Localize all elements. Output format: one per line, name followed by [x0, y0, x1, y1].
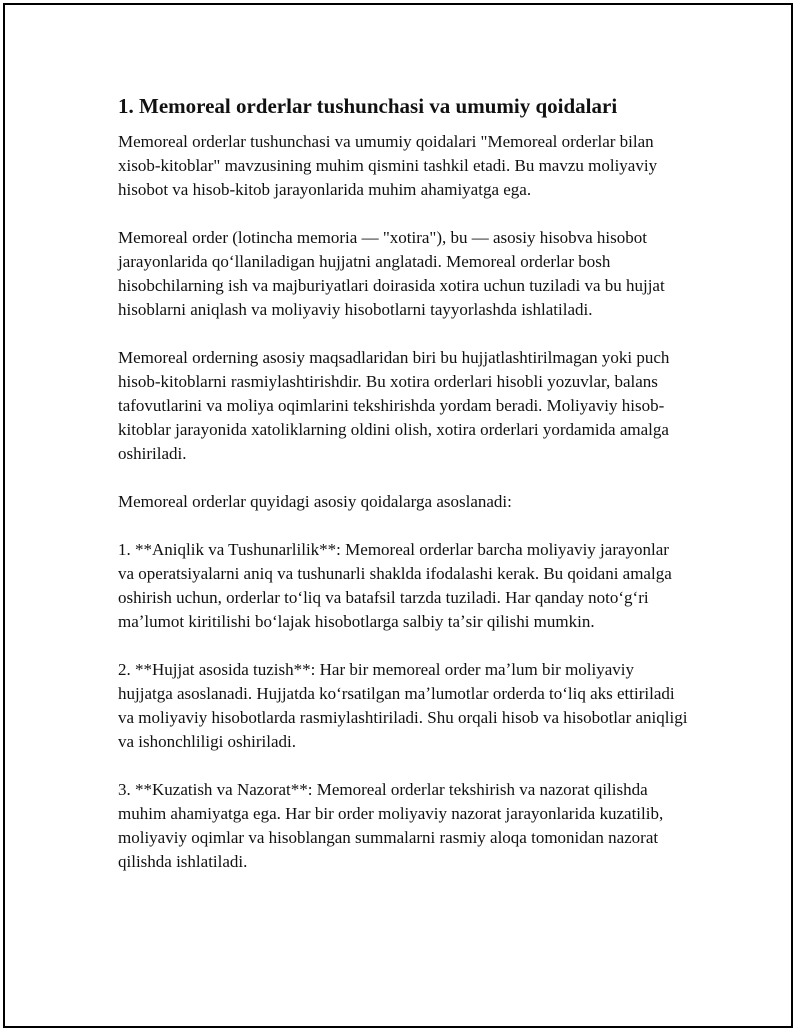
- paragraph-rule-2: 2. **Hujjat asosida tuzish**: Har bir memoreal order maʼlum bir moliyaviy hujjatga asoslanadi. Hujjatda koʻrsatilgan maʼlumotlar orderda toʻliq aks ettiriladi va moliyaviy hisobotlarda rasmiylashtiriladi. Shu orqali hisob va hisobotlar aniqligi va ishonchliligi oshiriladi.: [118, 660, 688, 751]
- paragraph-rule-3: 3. **Kuzatish va Nazorat**: Memoreal orderlar tekshirish va nazorat qilishda muhim ahamiyatga ega. Har bir order moliyaviy nazorat jarayonlarida kuzatilib, moliyaviy oqimlar va hisoblangan summalarni rasmiy aloqa tomonidan nazorat qilishda ishlatiladi.: [118, 780, 664, 871]
- paragraph-definition: Memoreal order (lotincha memoria — "xotira"), bu — asosiy hisobva hisobot jarayonlarida qoʻllaniladigan hujjatni anglatadi. Memoreal orderlar bosh hisobchilarning ish va majburiyatlari doirasida xotira uchun tuziladi va bu hujjat hisoblarni aniqlash va moliyaviy hisobotlarni tayyorlashda ishlatiladi.: [118, 228, 665, 319]
- paragraph-rules-intro: Memoreal orderlar quyidagi asosiy qoidalarga asoslanadi:: [118, 492, 512, 511]
- paragraph-intro: Memoreal orderlar tushunchasi va umumiy qoidalari "Memoreal orderlar bilan xisob-kitoblar" mavzusining muhim qismini tashkil etadi. Bu mavzu moliyaviy hisobot va hisob-kitob jarayonlarida muhim ahamiyatga ega.: [118, 132, 658, 199]
- paragraph-purpose: Memoreal orderning asosiy maqsadlaridan biri bu hujjatlashtirilmagan yoki puch hisob-kitoblarni rasmiylashtirishdir. Bu xotira orderlari hisobli yozuvlar, balans tafovutlarini va moliya oqimlarini tekshirishda yordam beradi. Moliyaviy hisob-kitoblar jarayonida xatoliklarning oldini olish, xotira orderlari yordamida amalga oshiriladi.: [118, 348, 670, 463]
- paragraph-rule-1: 1. **Aniqlik va Tushunarlilik**: Memoreal orderlar barcha moliyaviy jarayonlar va operatsiyalarni aniq va tushunarli shaklda ifodalashi kerak. Bu qoidani amalga oshirish uchun, orderlar toʻliq va batafsil tarzda tuziladi. Har qanday notoʻgʻri maʼlumot kiritilishi boʻlajak hisobotlarga salbiy taʼsir qilishi mumkin.: [118, 540, 672, 631]
- section-heading: 1. Memoreal orderlar tushunchasi va umumiy qoidalari: [118, 94, 618, 118]
- document-body: [118, 92, 688, 874]
